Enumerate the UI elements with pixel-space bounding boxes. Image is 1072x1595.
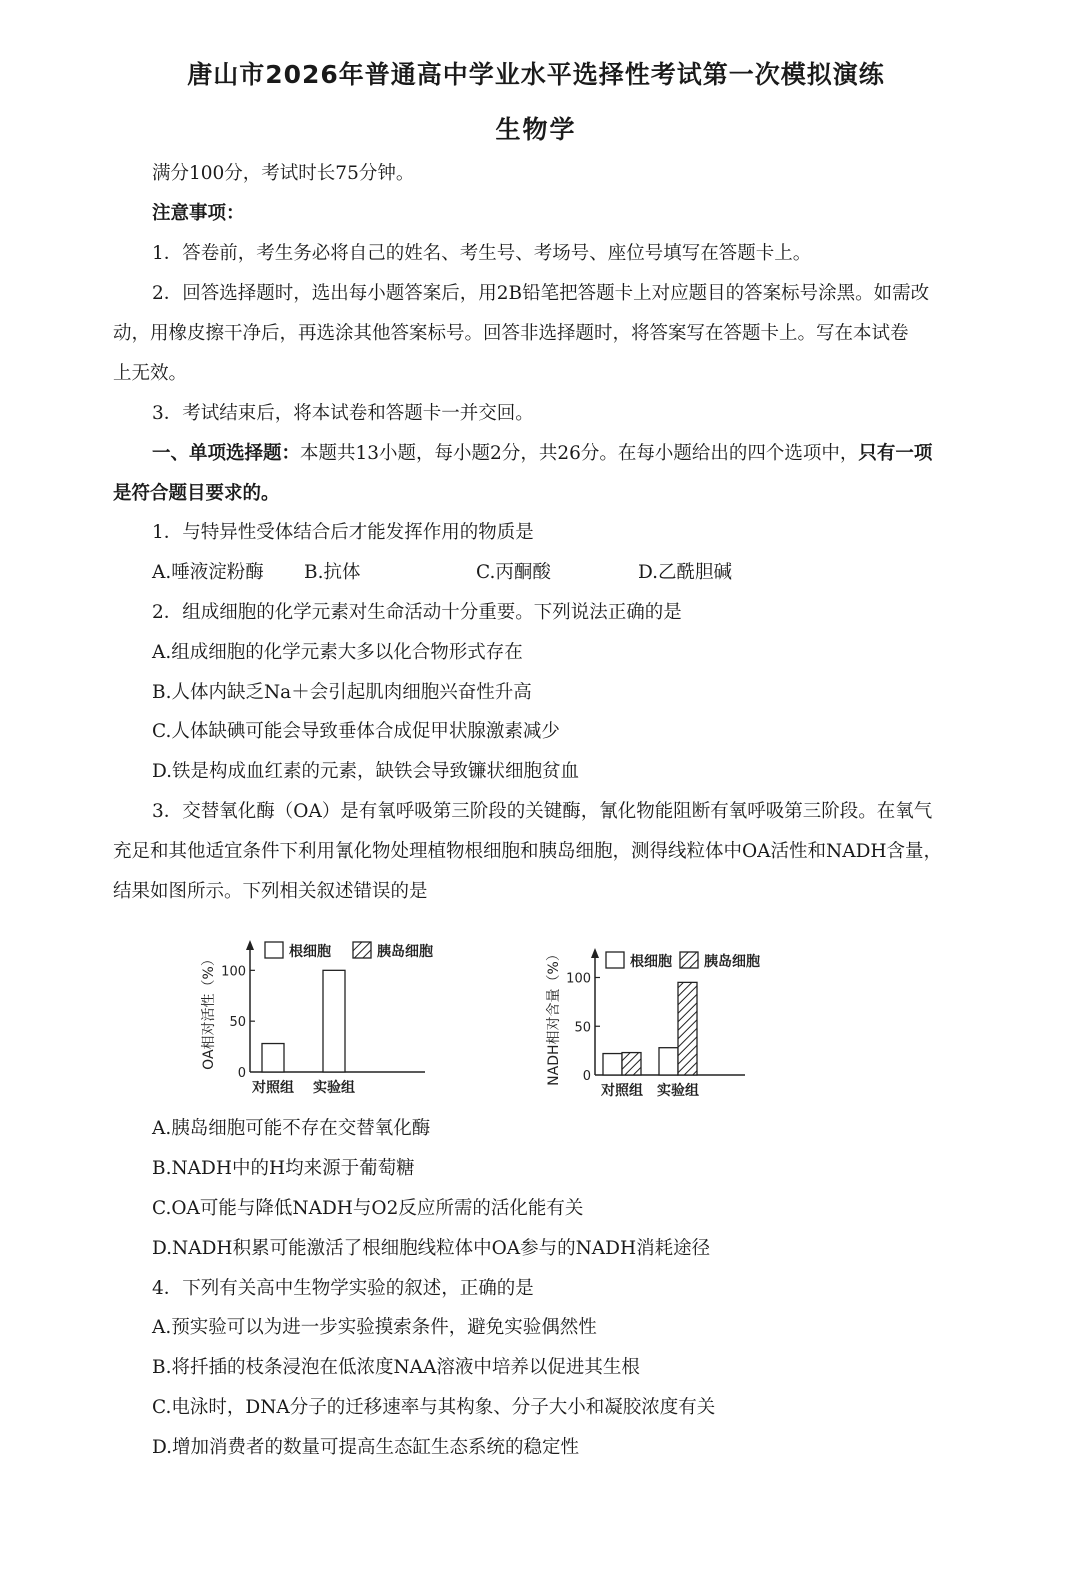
y-tick-label: 50 [229,1015,246,1031]
q2-stem: 2．组成细胞的化学元素对生命活动十分重要。下列说法正确的是 [152,602,682,623]
section-1-emph-2: 是符合题目要求的。 [113,483,280,504]
note-2-line-2: 动，用橡皮擦干净后，再选涂其他答案标号。回答非选择题时，将答案写在答题卡上。写在本试卷 [113,323,909,344]
category-label: 对照组 [601,1083,643,1099]
y-axis-arrow [591,948,599,958]
q3-option-d: D.NADH积累可能激活了根细胞线粒体中OA参与的NADH消耗途径 [152,1238,711,1259]
y-axis-arrow [246,940,254,950]
q2-option-b: B.人体内缺乏Na＋会引起肌肉细胞兴奋性升高 [152,682,532,703]
exam-title: 唐山市2026年普通高中学业水平选择性考试第一次模拟演练 [187,60,885,89]
note-2-line-3: 上无效。 [113,363,188,384]
q3-option-a: A.胰岛细胞可能不存在交替氧化酶 [152,1118,431,1139]
legend-label: 根细胞 [630,954,672,970]
y-tick-label: 50 [574,1020,591,1036]
legend-swatch [353,942,371,958]
category-label: 实验组 [657,1083,699,1099]
legend-label: 胰岛细胞 [704,954,760,970]
legend-label: 根细胞 [289,944,331,960]
q3-option-c: C.OA可能与降低NADH与O2反应所需的活化能有关 [152,1198,584,1219]
q4-option-b: B.将扦插的枝条浸泡在低浓度NAA溶液中培养以促进其生根 [152,1357,640,1378]
oa-activity-chart [195,930,455,1100]
bar [323,970,345,1072]
y-axis-label: NADH相对含量（%） [546,947,562,1086]
bar [622,1053,641,1075]
y-tick-label: 100 [566,971,591,987]
nadh-content-chart [540,930,780,1100]
legend-swatch [265,942,283,958]
q4-stem: 4．下列有关高中生物学实验的叙述，正确的是 [152,1278,534,1299]
score-time-line: 满分100分，考试时长75分钟。 [152,163,415,184]
y-tick-label: 0 [237,1066,246,1081]
legend-label: 胰岛细胞 [377,944,433,960]
q4-option-d: D.增加消费者的数量可提高生态缸生态系统的稳定性 [152,1437,580,1458]
q1-stem: 1．与特异性受体结合后才能发挥作用的物质是 [152,522,534,543]
subject-title: 生物学 [495,115,577,144]
section-1-desc: 本题共13小题，每小题2分，共26分。在每小题给出的四个选项中， [300,443,859,464]
q3-stem-line-3: 结果如图所示。下列相关叙述错误的是 [113,881,428,902]
y-axis-label: OA相对活性（%） [201,952,217,1070]
q1-option-d: D.乙酰胆碱 [638,562,733,583]
q3-option-b: B.NADH中的H均来源于葡萄糖 [152,1158,415,1179]
q2-option-c: C.人体缺碘可能会导致垂体合成促甲状腺激素减少 [152,721,560,742]
legend-swatch [606,952,624,968]
note-3: 3．考试结束后，将本试卷和答题卡一并交回。 [152,403,534,424]
bar [262,1044,284,1072]
q3-stem-line-1: 3．交替氧化酶（OA）是有氧呼吸第三阶段的关键酶，氰化物能阻断有氧呼吸第三阶段。在氧气 [152,801,933,822]
category-label: 实验组 [313,1080,355,1096]
note-2-line-1: 2．回答选择题时，选出每小题答案后，用2B铅笔把答题卡上对应题目的答案标号涂黑。如需改 [152,283,930,304]
y-tick-label: 100 [221,964,246,980]
bar [659,1048,678,1075]
legend-swatch [680,952,698,968]
notes-heading: 注意事项： [152,203,245,224]
q1-option-a: A.唾液淀粉酶 [152,562,264,583]
section-1-heading: 一、单项选择题： [152,443,301,464]
q2-option-d: D.铁是构成血红素的元素，缺铁会导致镰状细胞贫血 [152,761,580,782]
section-1-intro [152,442,932,466]
q3-stem-line-2: 充足和其他适宜条件下利用氰化物处理植物根细胞和胰岛细胞，测得线粒体中OA活性和NADH含量， [113,841,943,862]
y-tick-label: 0 [582,1069,591,1084]
q1-option-b: B.抗体 [304,562,361,583]
category-label: 对照组 [252,1080,294,1096]
bar [678,982,697,1075]
q2-option-a: A.组成细胞的化学元素大多以化合物形式存在 [152,642,523,663]
bar [603,1054,622,1075]
q4-option-c: C.电泳时，DNA分子的迁移速率与其构象、分子大小和凝胶浓度有关 [152,1397,716,1418]
q4-option-a: A.预实验可以为进一步实验摸索条件，避免实验偶然性 [152,1317,597,1338]
note-1: 1．答卷前，考生务必将自己的姓名、考生号、考场号、座位号填写在答题卡上。 [152,243,812,264]
q1-option-c: C.丙酮酸 [476,562,551,583]
section-1-emph-1: 只有一项 [858,443,933,464]
